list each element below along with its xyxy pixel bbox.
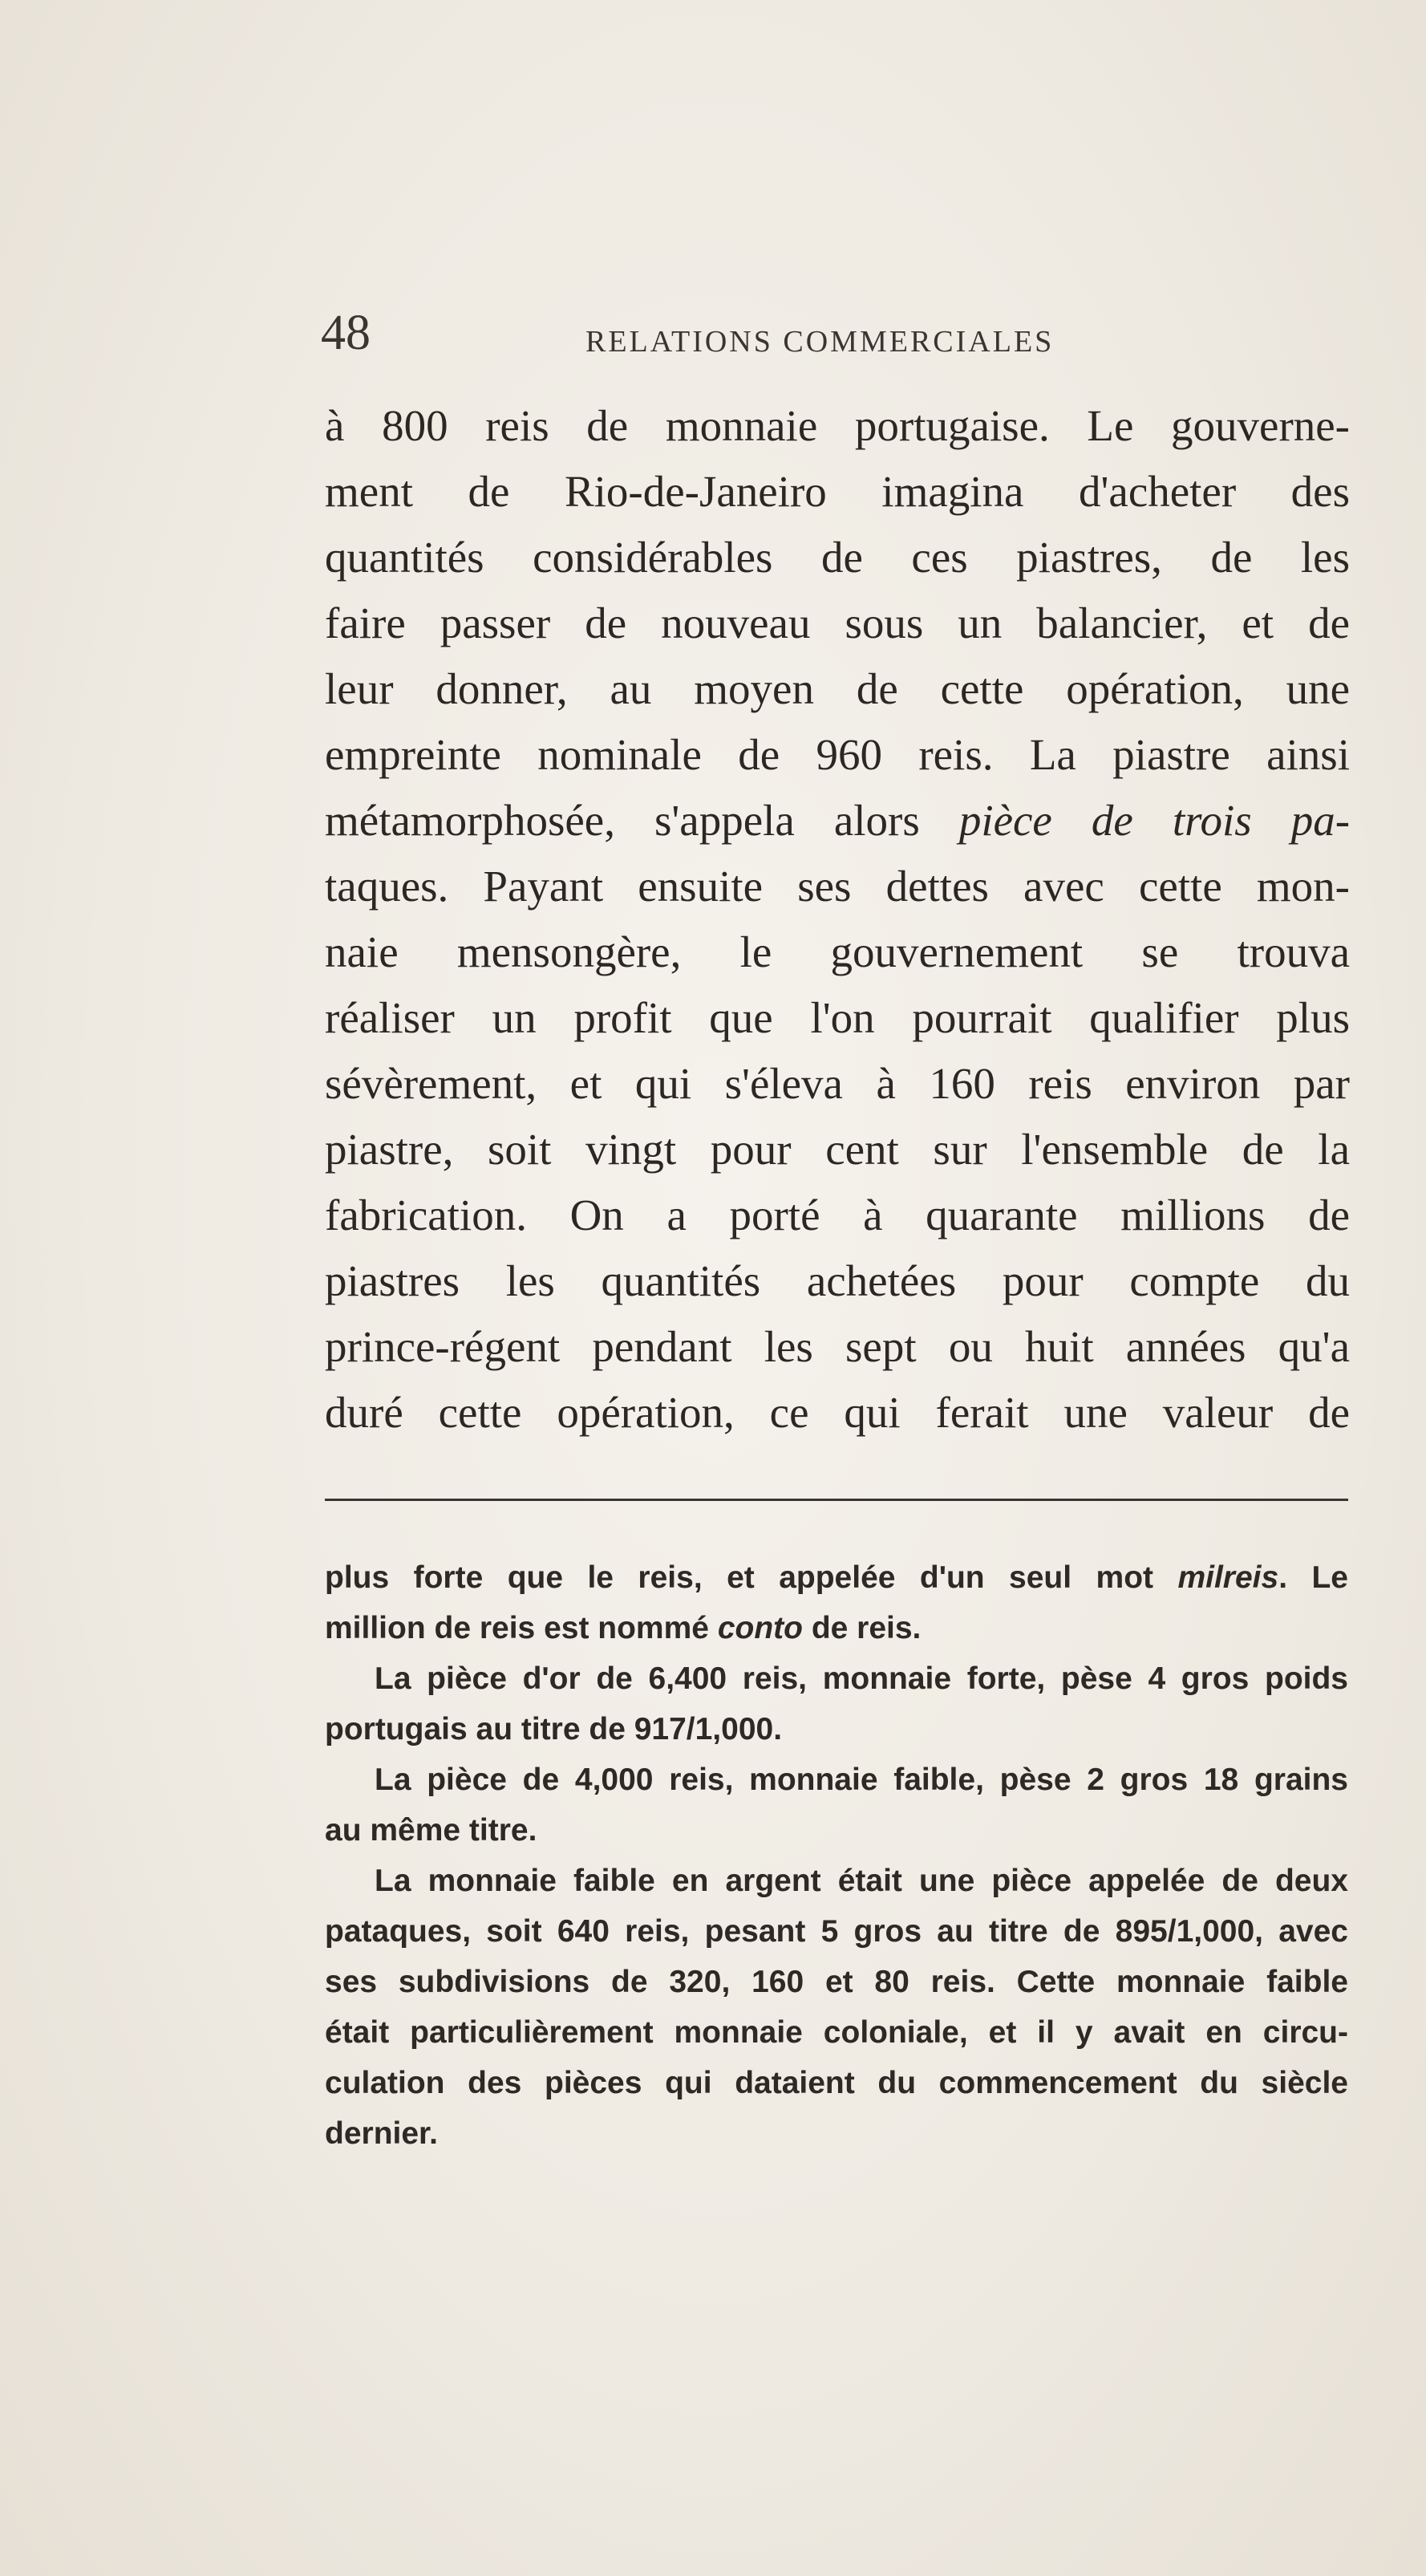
footnote-text: Le [1311, 1560, 1348, 1595]
footnote-line: ses subdivisions de 320, 160 et 80 reis. Cette monnaie faible [325, 1965, 1348, 1999]
main-text [325, 393, 1350, 1446]
footnote-line: plus forte que le reis, et appelée d'un seul mot milreis. Le [325, 1560, 1348, 1595]
footnote-line: La pièce de 4,000 reis, monnaie faible, pèse 2 gros 18 grains [375, 1763, 1348, 1797]
footnote-line: culation des pièces qui dataient du commencement du siècle [325, 2066, 1348, 2100]
footnote-line: portugais au titre de 917/1,000. [325, 1712, 783, 1746]
footnote-line [325, 1603, 1348, 1653]
text-line: sévèrement, et qui s'éleva à 160 reis environ par [325, 1059, 1350, 1108]
footnote-line: au même titre. [325, 1813, 537, 1848]
text-line: prince-régent pendant les sept ou huit années qu'a [325, 1322, 1350, 1371]
italic-phrase: pièce de trois pa- [958, 796, 1351, 845]
page-number: 48 [321, 306, 371, 360]
text-line-start: métamorphosée, s'appela alors [325, 796, 920, 845]
text-line [325, 788, 1350, 854]
text-line: piastre, soit vingt pour cent sur l'ensemble de la [325, 1125, 1350, 1174]
text-line: duré cette opération, ce qui ferait une valeur de [325, 1388, 1350, 1437]
text-line: ment de Rio-de-Janeiro imagina d'acheter des [325, 467, 1350, 516]
footnote-italic: milreis [1177, 1560, 1279, 1595]
footnote-line: pataques, soit 640 reis, pesant 5 gros au titre de 895/1,000, avec [325, 1914, 1348, 1949]
text-line: empreinte nominale de 960 reis. La piastre ainsi [325, 730, 1350, 779]
footnote-rule [325, 1499, 1348, 1501]
text-line: quantités considérables de ces piastres, de les [325, 533, 1350, 582]
footnote-line: était particulièrement monnaie coloniale, et il y avait en circu- [325, 2015, 1348, 2050]
text-line: faire passer de nouveau sous un balancier, et de [325, 598, 1350, 647]
footnote-text: plus forte que le reis, et appelée d'un seul mot [325, 1560, 1154, 1595]
footnote-line: La pièce d'or de 6,400 reis, monnaie forte, pèse 4 gros poids [375, 1661, 1348, 1696]
text-line: fabrication. On a porté à quarante millions de [325, 1191, 1350, 1239]
footnote-italic: conto [717, 1611, 803, 1645]
text-line: à 800 reis de monnaie portugaise. Le gouverne- [325, 401, 1350, 450]
footnote-text: de reis. [811, 1611, 922, 1645]
text-line: leur donner, au moyen de cette opération, une [325, 664, 1350, 713]
footnote-line: La monnaie faible en argent était une pièce appelée de deux [375, 1864, 1348, 1898]
footnote-line: dernier. [325, 2116, 438, 2151]
page-header [321, 306, 1347, 360]
footnotes [325, 1552, 1348, 2159]
text-line: réaliser un profit que l'on pourrait qualifier plus [325, 993, 1350, 1042]
running-head: RELATIONS COMMERCIALES [585, 325, 1055, 359]
text-line: naie mensongère, le gouvernement se trouva [325, 927, 1350, 976]
footnote-text: million de reis est nommé [325, 1611, 709, 1645]
text-line: taques. Payant ensuite ses dettes avec cette mon- [325, 862, 1350, 911]
text-line: piastres les quantités achetées pour compte du [325, 1256, 1350, 1305]
